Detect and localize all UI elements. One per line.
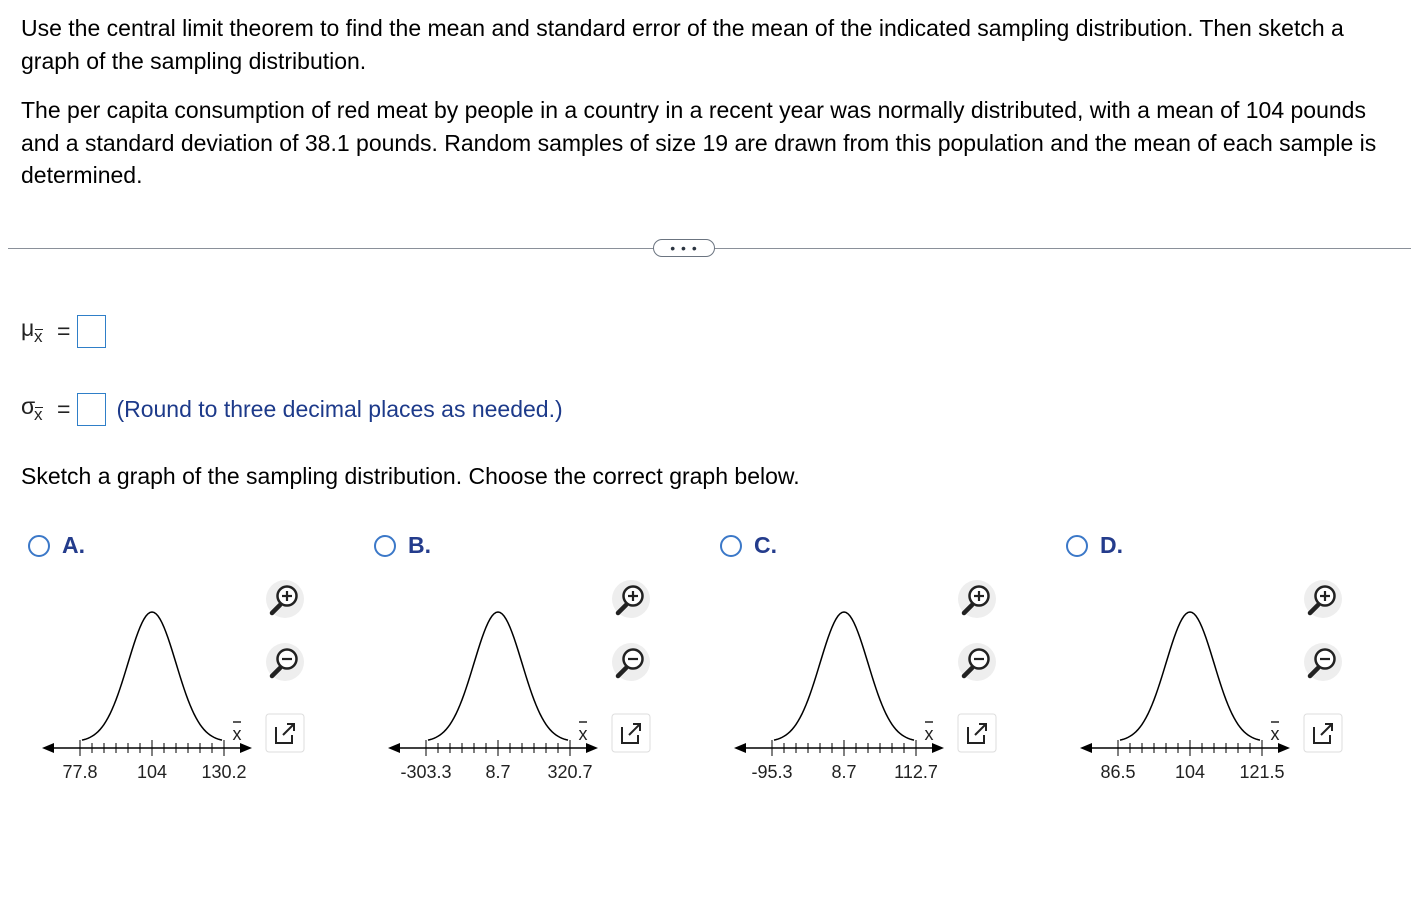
tick-label: 77.8 (62, 762, 98, 782)
zoom-out-icon[interactable] (265, 642, 305, 682)
option-label: C. (754, 532, 777, 558)
tick-label: 8.7 (485, 762, 511, 782)
axis-right-arrow (586, 743, 598, 753)
zoom-out-icon[interactable] (1303, 642, 1343, 682)
zoom-out-icon[interactable] (611, 642, 651, 682)
mu-x-bar-symbol: μ x (21, 315, 43, 346)
open-new-window-icon[interactable] (611, 713, 651, 753)
axis-left-arrow (734, 743, 746, 753)
standard-error-answer-input[interactable] (77, 393, 106, 426)
x-bar-variable-label: x (232, 724, 242, 744)
sigma-x-bar-symbol: σ x (21, 393, 43, 424)
open-new-window-icon[interactable] (957, 713, 997, 753)
equals-sign: = (57, 395, 71, 422)
option-graph-c (732, 600, 947, 790)
option-c[interactable] (720, 532, 777, 559)
tick-label: 86.5 (1100, 762, 1136, 782)
axis-right-arrow (932, 743, 944, 753)
option-a[interactable] (28, 532, 85, 559)
radio-button[interactable] (1066, 535, 1088, 557)
normal-curve (428, 612, 568, 740)
option-graph-a (40, 600, 255, 790)
equals-sign: = (57, 317, 71, 344)
zoom-in-icon[interactable] (957, 579, 997, 619)
tick-label: 320.7 (547, 762, 593, 782)
x-bar-variable-label: x (1270, 724, 1280, 744)
tick-label: -95.3 (751, 762, 793, 782)
option-label: D. (1100, 532, 1123, 558)
normal-curve (82, 612, 222, 740)
mean-answer-row (21, 311, 106, 351)
option-label: A. (62, 532, 85, 558)
axis-left-arrow (1080, 743, 1092, 753)
sketch-prompt: Sketch a graph of the sampling distribution. Choose the correct graph below. (21, 463, 800, 489)
option-b[interactable] (374, 532, 431, 559)
zoom-in-icon[interactable] (611, 579, 651, 619)
tick-label: 8.7 (831, 762, 857, 782)
tick-label: 130.2 (201, 762, 247, 782)
axis-left-arrow (42, 743, 54, 753)
option-graph-b (386, 600, 601, 790)
rounding-note: (Round to three decimal places as needed.) (116, 395, 563, 422)
normal-curve (774, 612, 914, 740)
open-new-window-icon[interactable] (265, 713, 305, 753)
tick-label: 104 (1174, 762, 1206, 782)
axis-right-arrow (240, 743, 252, 753)
question-scenario: The per capita consumption of red meat by people in a country in a recent year was normally distributed, with a mean of 104 pounds and a standard deviation of 38.1 pounds. Random samples of size 19 are drawn from this population and the mean of each sample is determined. (21, 97, 1377, 188)
tick-label: 104 (136, 762, 168, 782)
radio-button[interactable] (28, 535, 50, 557)
axis-left-arrow (388, 743, 400, 753)
open-new-window-icon[interactable] (1303, 713, 1343, 753)
axis-right-arrow (1278, 743, 1290, 753)
tick-label: -303.3 (400, 762, 452, 782)
option-label: B. (408, 532, 431, 558)
tick-label: 112.7 (894, 762, 938, 782)
x-bar-variable-label: x (924, 724, 934, 744)
x-bar-variable-label: x (578, 724, 588, 744)
normal-curve (1120, 612, 1260, 740)
question-instructions: Use the central limit theorem to find the mean and standard error of the mean of the indicated sampling distribution. Then sketch a graph of the sampling distribution. (21, 15, 1344, 74)
zoom-in-icon[interactable] (265, 579, 305, 619)
zoom-in-icon[interactable] (1303, 579, 1343, 619)
mean-answer-input[interactable] (77, 315, 106, 348)
option-d[interactable] (1066, 532, 1123, 559)
more-button[interactable]: • • • (653, 239, 715, 257)
tick-label: 121.5 (1239, 762, 1285, 782)
option-graph-d (1078, 600, 1293, 790)
radio-button[interactable] (720, 535, 742, 557)
zoom-out-icon[interactable] (957, 642, 997, 682)
radio-button[interactable] (374, 535, 396, 557)
standard-error-answer-row (21, 389, 563, 429)
